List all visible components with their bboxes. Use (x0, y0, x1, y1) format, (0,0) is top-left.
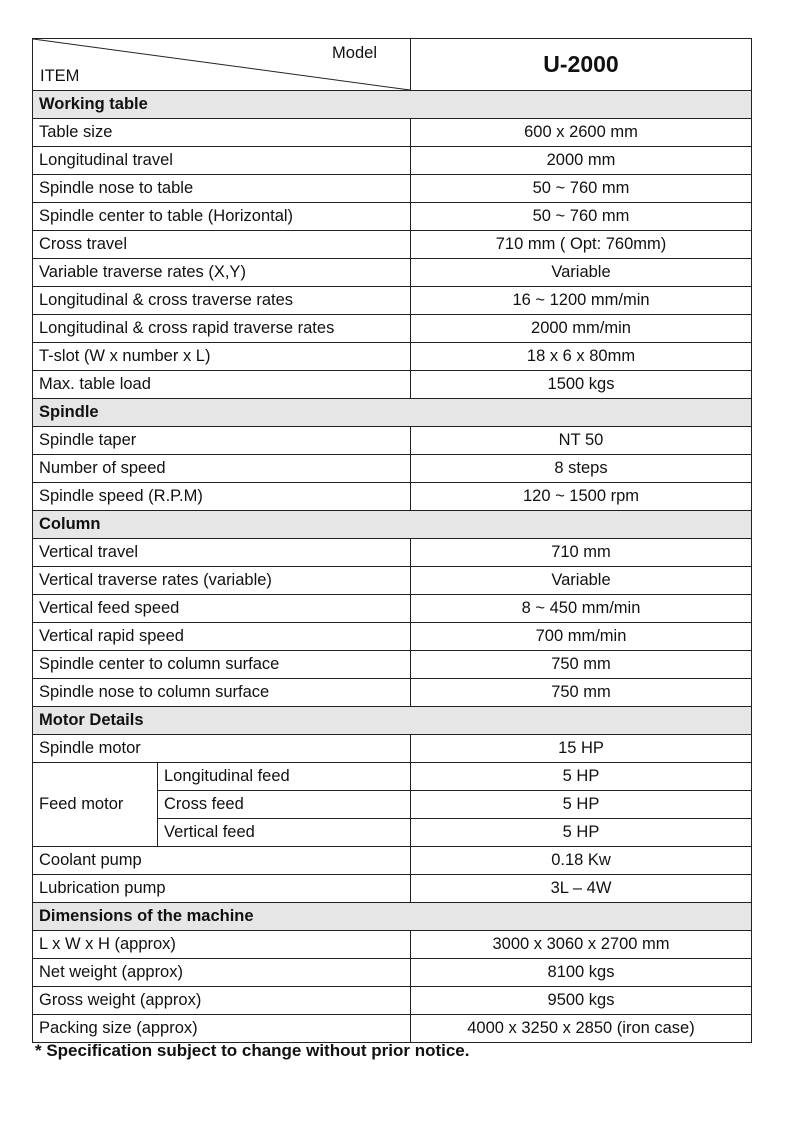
spec-row (33, 875, 752, 903)
section-title: Working table (33, 91, 752, 119)
spec-label: Spindle nose to table (33, 175, 411, 203)
section-row (33, 91, 752, 119)
spec-value: 5 HP (411, 791, 752, 819)
section-row (33, 707, 752, 735)
spec-row (33, 371, 752, 399)
spec-row (33, 119, 752, 147)
spec-sublabel: Longitudinal feed (158, 763, 411, 791)
spec-row (33, 147, 752, 175)
header-corner-cell (33, 39, 411, 91)
spec-label: Vertical traverse rates (variable) (33, 567, 411, 595)
spec-label: Vertical feed speed (33, 595, 411, 623)
spec-value: 700 mm/min (411, 623, 752, 651)
spec-label: Cross travel (33, 231, 411, 259)
spec-label: L x W x H (approx) (33, 931, 411, 959)
spec-row (33, 679, 752, 707)
spec-label: Variable traverse rates (X,Y) (33, 259, 411, 287)
spec-label: Max. table load (33, 371, 411, 399)
spec-label: T-slot (W x number x L) (33, 343, 411, 371)
feed-motor-label: Feed motor (33, 763, 158, 847)
spec-value: 2000 mm/min (411, 315, 752, 343)
spec-label: Vertical travel (33, 539, 411, 567)
section-title: Dimensions of the machine (33, 903, 752, 931)
section-row (33, 511, 752, 539)
spec-row (33, 231, 752, 259)
spec-value: 8100 kgs (411, 959, 752, 987)
spec-label: Packing size (approx) (33, 1015, 411, 1043)
spec-value: 1500 kgs (411, 371, 752, 399)
spec-label: Spindle center to column surface (33, 651, 411, 679)
spec-value: 2000 mm (411, 147, 752, 175)
spec-row (33, 259, 752, 287)
spec-sublabel: Vertical feed (158, 819, 411, 847)
spec-row (33, 455, 752, 483)
spec-row (33, 735, 752, 763)
section-title: Motor Details (33, 707, 752, 735)
spec-value: 5 HP (411, 763, 752, 791)
spec-value: 18 x 6 x 80mm (411, 343, 752, 371)
spec-row (33, 483, 752, 511)
spec-label: Spindle center to table (Horizontal) (33, 203, 411, 231)
spec-sublabel: Cross feed (158, 791, 411, 819)
spec-value: 16 ~ 1200 mm/min (411, 287, 752, 315)
spec-table (32, 38, 752, 1043)
spec-label: Spindle speed (R.P.M) (33, 483, 411, 511)
spec-row (33, 315, 752, 343)
spec-label: Number of speed (33, 455, 411, 483)
spec-value: Variable (411, 259, 752, 287)
spec-label: Spindle nose to column surface (33, 679, 411, 707)
spec-row (33, 651, 752, 679)
spec-row (33, 931, 752, 959)
spec-value: 8 ~ 450 mm/min (411, 595, 752, 623)
spec-value: 3000 x 3060 x 2700 mm (411, 931, 752, 959)
spec-row (33, 567, 752, 595)
spec-value: 4000 x 3250 x 2850 (iron case) (411, 1015, 752, 1043)
spec-row (33, 595, 752, 623)
spec-label: Longitudinal & cross traverse rates (33, 287, 411, 315)
spec-row (33, 539, 752, 567)
spec-row (33, 763, 752, 791)
spec-value: 5 HP (411, 819, 752, 847)
spec-row (33, 847, 752, 875)
section-row (33, 903, 752, 931)
spec-row (33, 203, 752, 231)
model-name: U-2000 (411, 39, 752, 91)
spec-label: Table size (33, 119, 411, 147)
spec-value: Variable (411, 567, 752, 595)
spec-value: 9500 kgs (411, 987, 752, 1015)
spec-value: 0.18 Kw (411, 847, 752, 875)
spec-row (33, 959, 752, 987)
spec-value: NT 50 (411, 427, 752, 455)
section-title: Column (33, 511, 752, 539)
spec-value: 3L – 4W (411, 875, 752, 903)
header-row (33, 39, 752, 91)
spec-row (33, 987, 752, 1015)
section-title: Spindle (33, 399, 752, 427)
spec-label: Longitudinal & cross rapid traverse rates (33, 315, 411, 343)
spec-label: Gross weight (approx) (33, 987, 411, 1015)
spec-value: 120 ~ 1500 rpm (411, 483, 752, 511)
spec-row (33, 175, 752, 203)
spec-row (33, 343, 752, 371)
spec-value: 710 mm ( Opt: 760mm) (411, 231, 752, 259)
spec-label: Coolant pump (33, 847, 411, 875)
spec-label: Spindle motor (33, 735, 411, 763)
spec-value: 750 mm (411, 651, 752, 679)
spec-value: 50 ~ 760 mm (411, 175, 752, 203)
footnote: * Specification subject to change without prior notice. (35, 1041, 470, 1060)
spec-value: 750 mm (411, 679, 752, 707)
spec-value: 50 ~ 760 mm (411, 203, 752, 231)
spec-row (33, 287, 752, 315)
section-row (33, 399, 752, 427)
spec-label: Net weight (approx) (33, 959, 411, 987)
spec-label: Longitudinal travel (33, 147, 411, 175)
spec-value: 600 x 2600 mm (411, 119, 752, 147)
spec-row (33, 623, 752, 651)
spec-row (33, 427, 752, 455)
spec-label: Lubrication pump (33, 875, 411, 903)
spec-value: 710 mm (411, 539, 752, 567)
spec-label: Spindle taper (33, 427, 411, 455)
spec-row (33, 1015, 752, 1043)
spec-label: Vertical rapid speed (33, 623, 411, 651)
model-label: Model (332, 44, 377, 62)
spec-value: 8 steps (411, 455, 752, 483)
spec-value: 15 HP (411, 735, 752, 763)
item-label: ITEM (40, 67, 80, 85)
